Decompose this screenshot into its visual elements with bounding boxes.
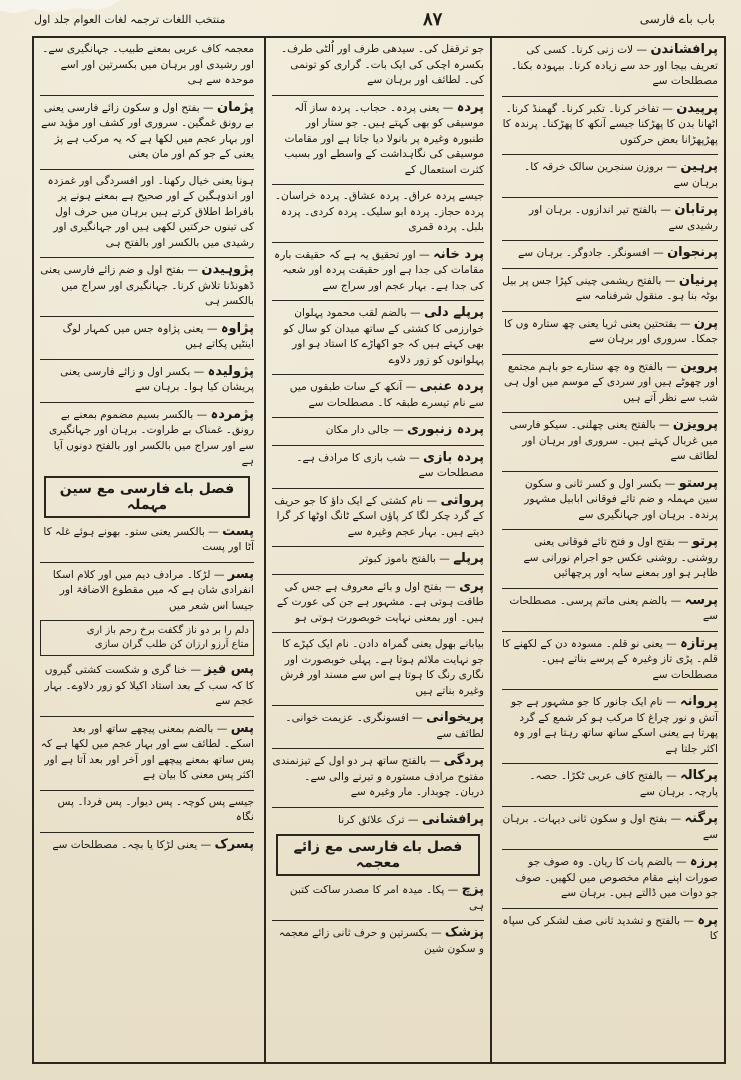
entry-headword: پژوہیدن: [201, 262, 254, 277]
entry-headword: پروانہ: [679, 694, 718, 709]
entry-headword: پرہین: [680, 159, 718, 174]
dictionary-entry: پرافشانی — ترک علائق کرنا: [338, 811, 484, 827]
entry-definition: شب بازی کا مرادف ہے۔ مصطلحات سے: [296, 451, 484, 479]
entry-separator: [272, 748, 484, 749]
entry-headword: پرویزن: [672, 417, 718, 432]
dictionary-entry: پرگنہ — بفتح اول و سکون ثانی دیہات۔ برہان سے: [502, 811, 718, 841]
entry-separator: [502, 268, 718, 269]
entry-headword: پژمردہ: [210, 406, 254, 422]
entry-headword: پزچ: [461, 882, 484, 897]
dictionary-entry: پروانہ — نام ایک جانور کا جو مشہور ہے جو آتش و نور چراغ کا مرکب ہو کر شمع کے گرد پھرتا ہے یعنی اسکے ساتھ ساتھ رہتا ہے اور وہ اکثر جلتا ہے: [510, 694, 718, 755]
dictionary-entry: پرستو — بکسر اول و کسر ثانی و سکون سین مہملہ و ضم تائے فوقانی ابابیل مشہور پرندہ۔ برہان اور جہانگیری سے: [524, 475, 718, 521]
entry-headword: پس فیز: [204, 662, 254, 677]
dictionary-entry: پست — بالکسر یعنی ستو۔ بھونے ہوئے غلہ کا آٹا اور پست: [43, 523, 254, 553]
entry-headword: پروین: [680, 358, 718, 374]
entry-separator: [502, 849, 718, 850]
entry-definition: آنکھ کے سات طبقوں میں سے نام تیسرے طبقہ کا۔ مصطلحات سے: [289, 381, 484, 409]
entry-separator: [272, 242, 484, 243]
column-right: [496, 38, 724, 1062]
dictionary-entry: پژولیدہ — بکسر اول و زائے فارسی یعنی پریشان کیا ہوا۔ برہان سے: [60, 363, 254, 393]
dictionary-entry: پرنجوان — افسونگر۔ جادوگر۔ برہان سے: [518, 245, 718, 260]
entry-separator: [40, 402, 254, 403]
entry-definition: نام ایک جانور کا جو مشہور ہے جو آتش و نور چراغ کا مرکب ہو کر شمع کے گرد پھرتا ہے یعنی اسکے ساتھ ساتھ رہتا ہے اور وہ اکثر جلتا ہے: [510, 696, 718, 755]
entry-headword: پرتابان: [674, 202, 718, 217]
entry-separator: [40, 316, 254, 317]
entry-separator: [272, 95, 484, 96]
entry-headword: پریخوانی: [426, 710, 484, 725]
entry-headword: پست: [222, 523, 254, 539]
entry-definition: بالکسر یعنی ستو۔ بھونے ہوئے غلہ کا آٹا اور پست: [43, 525, 254, 553]
entry-definition: لات زنی کرنا۔ کسی کی تعریف بیجا اور حد سے زیادہ کرنا۔ بیہودہ بکنا۔ مصطلحات سے: [510, 44, 718, 87]
entry-headword: پرہ: [697, 912, 718, 928]
entry-headword: پرستو: [678, 475, 718, 491]
entry-headword: پرپلے دلی: [423, 305, 484, 320]
entry-headword: پرکالہ: [680, 768, 718, 783]
entry-definition: بالفتح ساتھ ہر دو اول کے تیزنمندی مفتوح مرادف مستورہ و تیرنے والی سے۔ دربان۔ چوبدار۔ مار وغیرہ سے: [272, 755, 484, 798]
entry-separator: [272, 445, 484, 446]
entry-separator: [502, 354, 718, 355]
entry-definition: بالفتح باموز کبوتر: [359, 553, 436, 565]
page-header: [34, 6, 715, 32]
page-number: ۸۷: [422, 8, 443, 30]
section-heading-sin: فصل باے فارسی مع سین مہملہ: [44, 476, 250, 518]
entry-definition: بالفتح یعنی چھلنی۔ سیکو فارسی میں غربال کہتے ہیں۔ سروری اور برہان اور لطائف سے: [509, 419, 718, 462]
entry-headword: پرپیدن: [676, 100, 718, 116]
entry-definition: بکسر اول و زائے فارسی یعنی پریشان کیا ہوا۔ برہان سے: [60, 365, 254, 393]
entry-separator: [502, 631, 718, 632]
entry-definition: بالضم پات کا ریان۔ وہ صوف جو صورات اپنے مقام مخصوص میں لکھیں۔ صوف جو دوات میں ڈالتے ہیں۔ برہان سے: [515, 856, 718, 899]
dictionary-entry: پردہ زنبوری — جالی دار مکان: [325, 422, 484, 437]
entry-definition: ہونا یعنی خیال رکھنا۔ اور افسردگی اور غمزدہ اور اندوہگین کے اور صحیح ہے بمعنے ہونے پر بافراط اطلاق کرتے ہیں برہان میں حرف اول کی تینوں حرکتیں لکھی ہیں اور جہانگیری اور رشیدی میں بالکسر اور بالفتح ہی: [47, 174, 254, 249]
dictionary-entry: [40, 795, 254, 826]
entry-headword: پردگی: [443, 753, 484, 768]
entry-separator: [40, 169, 254, 170]
entry-headword: پرد خانہ: [433, 246, 484, 262]
entry-definition: بفتح اول و سکون ثانی دیہات۔ برہان سے: [502, 813, 718, 841]
entry-headword: پرزہ: [689, 854, 718, 869]
entry-headword: پرافشانی: [421, 811, 484, 827]
entry-definition: جالی دار مکان: [325, 424, 390, 436]
entry-separator: [502, 806, 718, 807]
entry-definition: بالفتح و تشدید ثانی صف لشکر کی سپاہ کا: [502, 914, 718, 942]
entry-separator: [40, 359, 254, 360]
dictionary-entry: پروین — بالفتح وہ چھ ستارے جو باہم مجتمع اور چھوٹے ہیں اور سردی کے موسم میں اول ہی شب سے نظر آتے ہیں: [504, 358, 718, 404]
entry-definition: ترک علائق کرنا: [338, 813, 405, 826]
entry-definition: بیابانے بھول یعنی گمراہ دادن۔ نام ایک کپڑے کا جو نہایت ملائم ہوتا ہے۔ پہلی خوبصورت اور نگاری رنگ کا ہوتا ہے اس سے مسند اور فرش وغیرہ بناتے ہیں: [280, 638, 484, 697]
entry-separator: [40, 716, 254, 717]
entry-separator: [502, 588, 718, 589]
entry-definition: بفتح اول و سکون زائے فارسی یعنی بے رونق غمگین۔ سروری اور کشف اور مؤید سے اور بہار عجم میں لکھا ہے کہ یہ مرکب ہے پژ یعنی کے جو کم اور مان یعنی: [41, 101, 254, 160]
entry-headword: پژمان: [217, 99, 254, 115]
entry-separator: [502, 908, 718, 909]
dictionary-entry: پرافشاندن — لات زنی کرنا۔ کسی کی تعریف بیجا اور حد سے زیادہ کرنا۔ بیہودہ بکنا۔ مصطلحات سے: [510, 42, 718, 87]
entry-definition: بالضم بمعنی پیچھے ساتھ اور بعد اسکے۔ لطائف سے اور بہار عجم میں لکھا ہے کہ پس ساتھ بمعنے پیچھے اور آخر اور بعد آتا ہے اور اکثر پس معنی کا بیان ہے: [40, 722, 254, 781]
text-frame: [32, 36, 726, 1064]
entry-definition: یعنی لڑکا یا بچہ۔ مصطلحات سے: [52, 838, 198, 851]
entry-headword: پرن: [693, 315, 718, 331]
entry-separator: [40, 832, 254, 833]
dictionary-entry: پرتو — بفتح اول و فتح تائے فوقانی یعنی روشنی۔ روشنی عکس جو اجرام نورانی سے ظاہر ہو اور بمعنے سایہ اور پرچھائیں: [523, 534, 718, 579]
entry-separator: [272, 546, 484, 547]
dictionary-entry: پرنیان — بالفتح ریشمی چینی کپڑا جس پر بیل بوٹہ بنا ہو۔ منقول شرفنامہ سے: [502, 272, 718, 302]
dictionary-entry: پرپیدن — تفاخر کرنا۔ تکبر کرنا۔ گھمنڈ کرنا۔ اٹھانا بدن کا پھڑکنا جیسے آنکھ کا پھڑکنا۔ پرندہ کا پھڑپھڑانا بعض حرکتوں: [502, 100, 718, 146]
entry-definition: بفتحتین یعنی ثریا یعنی چھ ستارہ وں کا جمکا۔ سروری اور برہان سے: [504, 317, 718, 345]
verse-line-2: متاع آرزو ارزان کن طلب گران سازی: [94, 639, 249, 650]
entry-separator: [502, 763, 718, 764]
entry-headword: پرنجوان: [667, 245, 718, 260]
entry-definition: پکا۔ میدہ امر کا مصدر ساکت کتبن ہی: [289, 884, 484, 912]
dictionary-entry: پزشک — بکسرتین و حرف ثانی زائے معجمہ و سکون شین: [278, 925, 484, 955]
entry-separator: [502, 529, 718, 530]
entry-separator: [272, 417, 484, 418]
entry-definition: بروزن سنجرین سالک خرقہ کا۔ برہان سے: [524, 161, 718, 189]
dictionary-entry: پری — بفتح اول و بائے معروف ہے جس کی طاقت ہوتی ہے۔ مشہور ہے جن کی عورت کے ہیں۔ اور بمعنی نہایت خوبصورت ہوتی ہو: [276, 578, 484, 624]
dictionary-entry: پریخوانی — افسونگری۔ عزیمت خوانی۔ لطائف سے: [285, 710, 484, 740]
entry-definition: یعنی پردہ۔ حجاب۔ پردہ ساز آلہ موسیقی کو بھی کہتے ہیں۔ جو ستار اور طنبورہ وغیرہ پر بانولا دیا جاتا ہے اور مقامات موسیقی کی نگاہداشت کے واسطے اور بسبب کثرت استعمال کے: [284, 101, 484, 176]
entry-headword: پرپلے: [453, 551, 484, 566]
entry-definition: بفتح اول و فتح تائے فوقانی یعنی روشنی۔ روشنی عکس جو اجرام نورانی سے ظاہر ہو اور بمعنے سایہ اور پرچھائیں: [523, 536, 718, 579]
entry-definition: بفتح اول و بائے معروف ہے جس کی طاقت ہوتی ہے۔ مشہور ہے جن کی عورت کے ہیں۔ اور بمعنی نہایت خوبصورت ہوتی ہو: [276, 580, 484, 624]
dictionary-entry: پرن — بفتحتین یعنی ثریا یعنی چھ ستارہ وں کا جمکا۔ سروری اور برہان سے: [504, 315, 718, 345]
entry-separator: [272, 807, 484, 808]
entry-separator: [272, 574, 484, 575]
entry-definition: جیسے پس کوچہ۔ پس دیوار۔ پس فردا۔ پس نگاہ: [57, 795, 254, 823]
entry-definition: بالفتح ریشمی چینی کپڑا جس پر بیل بوٹہ بنا ہو۔ منقول شرفنامہ سے: [502, 274, 718, 302]
entry-headword: پزشک: [444, 925, 484, 940]
entry-definition: تفاخر کرنا۔ تکبر کرنا۔ گھمنڈ کرنا۔ اٹھانا بدن کا پھڑکنا جیسے آنکھ کا پھڑکنا۔ پرندہ کا پھڑپھڑانا بعض حرکتوں: [502, 102, 718, 146]
entry-headword: پردہ عنبی: [419, 379, 484, 394]
entry-definition: اور تحقیق یہ ہے کہ حقیقت بارہ مقامات کی جدا ہے اور حقیقت پردہ اور شعبہ کی جدا ہے۔ بہار عجم اور سراج سے: [273, 248, 484, 292]
dictionary-entry: [272, 637, 484, 699]
entry-definition: لڑکا۔ مرادف دیم میں اور کلام اسکا انفرادی شان ہے کہ میں مقطوع الاضافۃ اور جیسا اس شعر میں: [52, 568, 254, 612]
dictionary-entry: [272, 189, 484, 236]
entry-separator: [40, 95, 254, 96]
dictionary-entry: پژمردہ — بالکسر بسیم مضموم بمعنے بے رونق۔ غمناک بے طراوت۔ برہان اور جہانگیری سے اور سراج میں بالکسر اور بالفتح دونوں آیا ہے: [49, 406, 254, 467]
entry-definition: بالفتح تیر اندازوں۔ برہان اور رشیدی سے: [529, 204, 718, 232]
dictionary-entry: پسرک — یعنی لڑکا یا بچہ۔ مصطلحات سے: [52, 836, 254, 852]
entry-headword: پرسہ: [684, 592, 718, 608]
entry-definition: بکسرتین و حرف ثانی زائے معجمہ و سکون شین: [278, 927, 484, 955]
entry-headword: پژاوہ: [220, 320, 254, 336]
entry-headword: پسرک: [214, 836, 254, 852]
dictionary-entry: پسر — لڑکا۔ مرادف دیم میں اور کلام اسکا انفرادی شان ہے کہ میں مقطوع الاضافۃ اور جیسا اس شعر میں: [52, 566, 254, 612]
dictionary-entry: پردگی — بالفتح ساتھ ہر دو اول کے تیزنمندی مفتوح مرادف مستورہ و تیرنے والی سے۔ دربان۔ چوبدار۔ مار وغیرہ سے: [272, 753, 484, 798]
entry-separator: [502, 240, 718, 241]
entry-separator: [272, 920, 484, 921]
dictionary-entry: [40, 174, 254, 252]
entry-separator: [502, 689, 718, 690]
entry-headword: پرافشاندن: [650, 42, 718, 57]
entry-definition: نام کشتی کے ایک داؤ کا جو حریف کے گرد چکر لگا کر پاؤں اسکے ٹانگ اوٹھا کر گرا دیتے ہیں۔ بہار عجم وغیرہ سے: [274, 494, 484, 538]
entry-definition: بالضم لقب محمود پہلوان خوارزمی کا کشتی کے ساتھ میدان کو سال کو بھی کہتے ہیں کہ جو اکھاڑے کا استاد ہو اور پہلوانوں کو زور دلاوے: [283, 307, 484, 366]
entry-headword: پرواتی: [440, 492, 484, 508]
entry-separator: [502, 154, 718, 155]
entry-separator: [502, 96, 718, 97]
verse-box: [40, 620, 254, 656]
entry-separator: [272, 300, 484, 301]
entry-definition: خنا گری و شکست کشتی گیروں کا کہ سب کے بعد استاد اکیلا کو زور دلاوے۔ بہار عجم سے: [44, 664, 254, 707]
dictionary-entry: پژاوہ — یعنی پژاوہ جس میں کمہار لوگ اینٹیں پکاتے ہیں: [62, 320, 254, 350]
entry-headword: پردہ: [456, 99, 484, 115]
dictionary-entry: پردہ بازی — شب بازی کا مرادف ہے۔ مصطلحات سے: [296, 449, 484, 479]
entry-definition: افسونگری۔ عزیمت خوانی۔ لطائف سے: [285, 712, 484, 740]
entry-separator: [40, 257, 254, 258]
dictionary-entry: پس فیز — خنا گری و شکست کشتی گیروں کا کہ سب کے بعد استاد اکیلا کو زور دلاوے۔ بہار عجم سے: [44, 662, 254, 707]
entry-separator: [272, 488, 484, 489]
entry-definition: جیسے پردہ عراق۔ پردہ عشاق۔ پردہ خراسان۔ پردہ حجاز۔ پردہ ابو سلیک۔ پردہ کردی۔ پردہ بلبل۔ پردہ قمری: [274, 190, 484, 233]
dictionary-entry: پرتازہ — یعنی نو قلم۔ مسودہ دن کے لکھنے کا قلم۔ پڑی تاز وغیرہ کے پرسے بناتے ہیں۔ مصطلحات سے: [501, 635, 718, 681]
dictionary-entry: پرکالہ — بالفتح کاف عربی ٹکڑا۔ حصہ۔ پارچہ۔ برہان سے: [529, 768, 718, 798]
dictionary-entry: پردہ عنبی — آنکھ کے سات طبقوں میں سے نام تیسرے طبقہ کا۔ مصطلحات سے: [289, 379, 484, 409]
dictionary-entry: پرہین — بروزن سنجرین سالک خرقہ کا۔ برہان سے: [524, 159, 718, 189]
entry-separator: [272, 632, 484, 633]
header-left-title: منتخب اللغات ترجمہ لغات العوام جلد اول: [34, 12, 226, 26]
entry-headword: پرنیان: [678, 272, 718, 288]
entry-separator: [502, 471, 718, 472]
dictionary-entry: پرواتی — نام کشتی کے ایک داؤ کا جو حریف کے گرد چکر لگا کر پاؤں اسکے ٹانگ اوٹھا کر گرا دیتے ہیں۔ بہار عجم وغیرہ سے: [274, 492, 484, 538]
entry-definition: بالفتح وہ چھ ستارے جو باہم مجتمع اور چھوٹے ہیں اور سردی کے موسم میں اول ہی شب سے نظر آتے ہیں: [504, 360, 718, 404]
dictionary-entry: پرپلے دلی — بالضم لقب محمود پہلوان خوارزمی کا کشتی کے ساتھ میدان کو سال کو بھی کہتے ہیں کہ جو اکھاڑے کا استاد ہو اور پہلوانوں کو زور دلاوے: [283, 305, 484, 366]
entry-headword: پسر: [227, 566, 254, 582]
verse-line-1: دلم را بر دو ناز گکفت برخ رحم باز اری: [86, 625, 249, 636]
entry-headword: پرتو: [692, 534, 718, 549]
entry-separator: [502, 412, 718, 413]
entry-definition: جو ترقفل کی۔ سیدھی طرف اور اُلٹی طرف۔ بکسرہ اچکی کی ایک بات۔ گراری کو تونمی کی۔ لطائف اور برہان سے: [280, 43, 484, 86]
dictionary-entry: پرپلے — بالفتح باموز کبوتر: [359, 551, 484, 566]
dictionary-entry: پژمان — بفتح اول و سکون زائے فارسی یعنی بے رونق غمگین۔ سروری اور کشف اور مؤید سے اور بہار عجم میں لکھا ہے کہ یہ مرکب ہے پژ یعنی کے جو کم اور مان یعنی: [41, 99, 254, 160]
dictionary-entry: پرہ — بالفتح و تشدید ثانی صف لشکر کی سپاہ کا: [502, 912, 718, 942]
entry-separator: [40, 562, 254, 563]
dictionary-entry: پرویزن — بالفتح یعنی چھلنی۔ سیکو فارسی میں غربال کہتے ہیں۔ سروری اور برہان اور لطائف سے: [509, 417, 718, 462]
entry-headword: پس: [230, 720, 254, 736]
entry-headword: پرگنہ: [684, 811, 718, 826]
entry-definition: یعنی پژاوہ جس میں کمہار لوگ اینٹیں پکاتے ہیں: [62, 322, 254, 350]
entry-separator: [272, 184, 484, 185]
entry-definition: افسونگر۔ جادوگر۔ برہان سے: [518, 247, 650, 259]
header-right-title: باب باے فارسی: [639, 12, 715, 26]
entry-separator: [502, 197, 718, 198]
dictionary-entry: پردہ — یعنی پردہ۔ حجاب۔ پردہ ساز آلہ موسیقی کو بھی کہتے ہیں۔ جو ستار اور طنبورہ وغیرہ پر بانولا دیا جاتا ہے اور مقامات موسیقی کی نگاہداشت کے واسطے اور بسبب کثرت استعمال کے: [284, 99, 484, 176]
dictionary-entry: پژوہیدن — بفتح اول و ضم زائے فارسی یعنی ڈھونڈنا تلاش کرنا۔ جہانگیری اور سراج میں بالکسر ہی: [40, 262, 254, 307]
dictionary-entry: پرد خانہ — اور تحقیق یہ ہے کہ حقیقت بارہ مقامات کی جدا ہے اور حقیقت پردہ اور شعبہ کی جدا ہے۔ بہار عجم اور سراج سے: [273, 246, 484, 292]
entry-separator: [272, 705, 484, 706]
entry-definition: بکسر اول و کسر ثانی و سکون سین مہملہ و ضم تائے فوقانی ابابیل مشہور پرندہ۔ برہان اور جہانگیری سے: [524, 477, 718, 521]
entry-definition: بفتح اول و ضم زائے فارسی یعنی ڈھونڈنا تلاش کرنا۔ جہانگیری اور سراج میں بالکسر ہی: [40, 264, 254, 307]
entry-definition: یعنی نو قلم۔ مسودہ دن کے لکھنے کا قلم۔ پڑی تاز وغیرہ کے پرسے بناتے ہیں۔ مصطلحات سے: [501, 637, 718, 681]
dictionary-entry: [40, 42, 254, 89]
entry-definition: معجمہ کاف عربی بمعنے طبیب۔ جہانگیری سے۔ اور رشیدی اور برہان میں بکسرتین اور اسے موحدہ سے ہی: [42, 43, 254, 86]
entry-separator: [40, 790, 254, 791]
entry-headword: پری: [459, 578, 484, 594]
dictionary-entry: پس — بالضم بمعنی پیچھے ساتھ اور بعد اسکے۔ لطائف سے اور بہار عجم میں لکھا ہے کہ پس ساتھ بمعنے پیچھے اور آخر اور بعد آتا ہے اور اکثر پس معنی کا بیان ہے: [40, 720, 254, 781]
dictionary-entry: پرزہ — بالضم پات کا ریان۔ وہ صوف جو صورات اپنے مقام مخصوص میں لکھیں۔ صوف جو دوات میں ڈالتے ہیں۔ برہان سے: [515, 854, 718, 899]
column-middle: [264, 38, 492, 1062]
entry-separator: [272, 374, 484, 375]
dictionary-entry: پرتابان — بالفتح تیر اندازوں۔ برہان اور رشیدی سے: [529, 202, 718, 232]
dictionary-entry: [272, 42, 484, 89]
column-left: [34, 38, 260, 1062]
entry-definition: بالضم یعنی ماتم پرسی۔ مصطلحات سے: [509, 594, 718, 622]
entry-headword: پژولیدہ: [207, 363, 254, 379]
dictionary-entry: پرسہ — بالضم یعنی ماتم پرسی۔ مصطلحات سے: [509, 592, 718, 622]
entry-headword: پرتازہ: [680, 635, 718, 651]
entry-definition: بالفتح کاف عربی ٹکڑا۔ حصہ۔ پارچہ۔ برہان سے: [529, 770, 718, 798]
entry-separator: [502, 311, 718, 312]
entry-headword: پردہ زنبوری: [406, 422, 484, 437]
entry-headword: پردہ بازی: [423, 449, 484, 465]
dictionary-entry: پزچ — پکا۔ میدہ امر کا مصدر ساکت کتبن ہی: [289, 882, 484, 912]
entry-definition: بالکسر بسیم مضموم بمعنے بے رونق۔ غمناک بے طراوت۔ برہان اور جہانگیری سے اور سراج میں بالکسر اور بالفتح دونوں آیا ہے: [49, 408, 254, 467]
section-heading-zay: فصل باے فارسی مع زائے معجمہ: [276, 834, 480, 876]
